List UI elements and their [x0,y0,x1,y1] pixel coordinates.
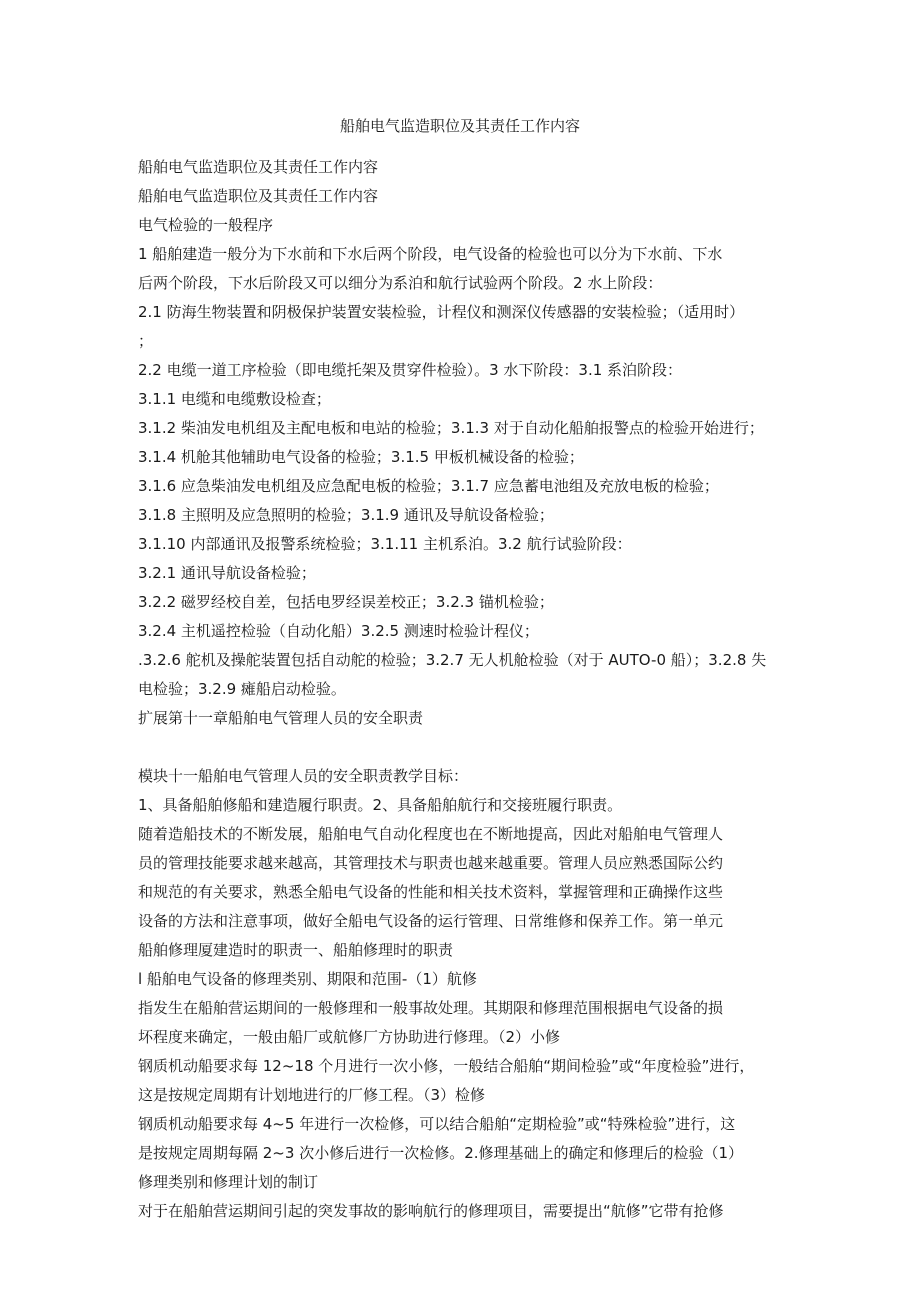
text-line: 3.2.4 主机遥控检验（自动化船）3.2.5 测速时检验计程仪； [138,622,539,640]
text-line: 3.2.2 磁罗经校自差，包括电罗经误差校正；3.2.3 锚机检验； [138,593,554,611]
text-line: 设备的方法和注意事项，做好全船电气设备的运行管理、日常维修和保养工作。第一单元 [138,912,724,930]
text-line: 3.1.2 柴油发电机组及主配电板和电站的检验；3.1.3 对于自动化船舶报警点的检验开始进行； [138,419,764,437]
text-line: 3.1.1 电缆和电缆敷设检查； [138,390,331,408]
text-line: 坏程度来确定，一般由船厂或航修厂方协助进行修理。（2）小修 [138,1028,561,1046]
blank-line [138,733,788,762]
text-line: 3.1.10 内部通讯及报警系统检验；3.1.11 主机系泊。3.2 航行试验阶段： [138,535,632,553]
text-line: 随着造船技术的不断发展，船舶电气自动化程度也在不断地提高，因此对船舶电气管理人 [138,825,724,843]
text-line: 2.2 电缆一道工序检验（即电缆托架及贯穿件检验）。3 水下阶段：3.1 系泊阶段： [138,361,683,379]
text-line: 这是按规定周期有计划地进行的厂修工程。（3）检修 [138,1086,486,1104]
text-line: 后两个阶段，下水后阶段又可以细分为系泊和航行试验两个阶段。2 水上阶段： [138,274,663,292]
text-line: 钢质机动船要求每 4~5 年进行一次检修，可以结合船舶“定期检验”或“特殊检验”进行，这 [138,1115,736,1133]
text-line: 钢质机动船要求每 12~18 个月进行一次小修，一般结合船舶“期间检验”或“年度检验”进行， [138,1057,755,1075]
text-line: 扩展第十一章船舶电气管理人员的安全职责 [138,709,424,727]
text-line: 对于在船舶营运期间引起的突发事故的影响航行的修理项目，需要提出“航修”它带有抢修 [138,1202,724,1220]
text-line: 电检验；3.2.9 瘫船启动检验。 [138,680,346,698]
text-line: .3.2.6 舵机及操舵装置包括自动舵的检验；3.2.7 无人机舱检验（对于 AUTO-0 船）；3.2.8 失 [138,651,767,669]
text-line: ； [138,332,154,350]
text-line: 模块十一船舶电气管理人员的安全职责教学目标： [138,767,469,785]
text-line: 3.1.4 机舱其他辅助电气设备的检验；3.1.5 甲板机械设备的检验； [138,448,584,466]
text-line: 3.1.8 主照明及应急照明的检验；3.1.9 通讯及导航设备检验； [138,506,554,524]
text-line: 是按规定周期每隔 2~3 次小修后进行一次检修。2.修理基础上的确定和修理后的检验（1） [138,1144,744,1162]
text-line: 船舶电气监造职位及其责任工作内容 [138,158,379,176]
text-line: 电气检验的一般程序 [138,216,274,234]
text-line: 员的管理技能要求越来越高，其管理技术与职责也越来越重要。管理人员应熟悉国际公约 [138,854,724,872]
text-line: 船舶修理厦建造时的职责一、船舶修理时的职责 [138,941,454,959]
text-line: 1 船舶建造一般分为下水前和下水后两个阶段，电气设备的检验也可以分为下水前、下水 [138,245,723,263]
document-title: 船舶电气监造职位及其责任工作内容 [339,117,580,135]
text-line: 船舶电气监造职位及其责任工作内容 [138,187,379,205]
document-body [138,153,788,1226]
text-line: 指发生在船舶营运期间的一般修理和一般事故处理。其期限和修理范围根据电气设备的损 [138,999,724,1017]
text-line: l 船舶电气设备的修理类别、期限和范围-（1）航修 [138,970,477,988]
text-line: 3.2.1 通讯导航设备检验； [138,564,316,582]
text-line: 1、具备船舶修船和建造履行职责。2、具备船舶航行和交接班履行职责。 [138,796,623,814]
text-line: 和规范的有关要求，熟悉全船电气设备的性能和相关技术资料，掌握管理和正确操作这些 [138,883,724,901]
text-line: 2.1 防海生物装置和阴极保护装置安装检验，计程仪和测深仪传感器的安装检验；（适用时） [138,303,745,321]
text-line: 修理类别和修理计划的制订 [138,1173,319,1191]
text-line: 3.1.6 应急柴油发电机组及应急配电板的检验；3.1.7 应急蓄电池组及充放电板的检验； [138,477,719,495]
